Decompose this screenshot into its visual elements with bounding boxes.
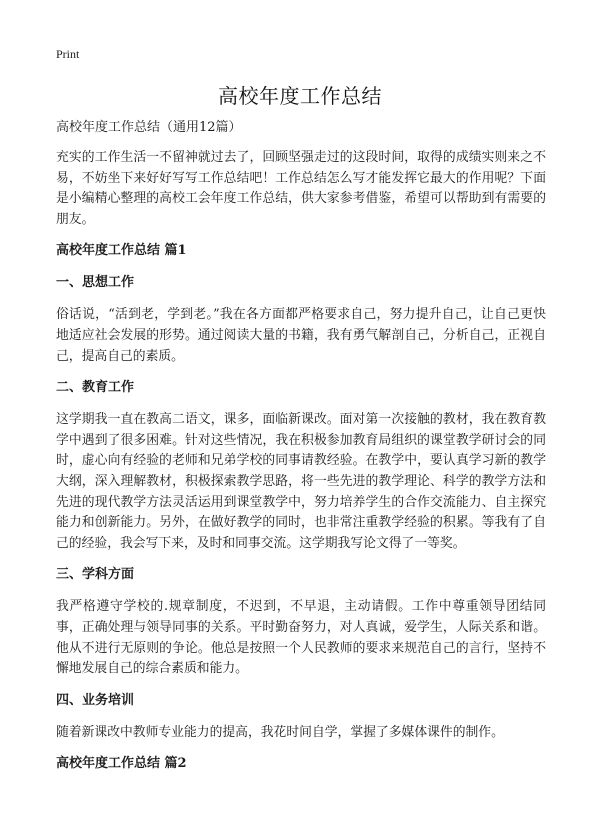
section-heading-discipline: 三、学科方面	[56, 567, 135, 583]
section-heading-education: 二、教育工作	[56, 380, 135, 396]
print-link[interactable]: Print	[56, 47, 80, 61]
section-text-discipline: 我严格遵守学校的.规章制度，不迟到，不早退，主动请假。工作中尊重领导团结同事，正确处理与领导同事的关系。平时勤奋努力，对人真诚，爱学生，人际关系和谐。他从不进行无原则的争论。他总是按照一个人民教师的要求来规范自己的言行，坚持不懈地发展自己的综合素质和能力。	[56, 599, 546, 677]
part1-heading: 高校年度工作总结 篇1	[56, 243, 187, 259]
page-title: 高校年度工作总结	[218, 84, 382, 108]
document-subtitle: 高校年度工作总结（通用12篇）	[56, 120, 242, 135]
section-heading-training: 四、业务培训	[56, 692, 135, 708]
part2-heading: 高校年度工作总结 篇2	[56, 756, 187, 772]
section-text-training: 随着新课改中教师专业能力的提高，我花时间自学，掌握了多媒体课件的制作。	[56, 724, 504, 740]
section-text-thought: 俗话说，“活到老，学到老。”我在各方面都严格要求自己，努力提升自己，让自己更快地适应社会发展的形势。通过阅读大量的书籍，我有勇气解剖自己，分析自己，正视自己，提高自己的素质。	[56, 307, 546, 364]
section-heading-thought: 一、思想工作	[56, 275, 135, 291]
intro-paragraph: 充实的工作生活一不留神就过去了，回顾坚强走过的这段时间，取得的成绩实则来之不易，不妨坐下来好好写写工作总结吧！工作总结怎么写才能发挥它最大的作用呢？下面是小编精心整理的高校工会年度工作总结，供大家参考借鉴，希望可以帮助到有需要的朋友。	[56, 150, 546, 227]
document-body	[56, 119, 546, 787]
section-text-education: 这学期我一直在教高二语文，课多，面临新课改。面对第一次接触的教材，我在教育教学中遇到了很多困难。针对这些情况，我在积极参加教育局组织的课堂教学研讨会的同时，虚心向有经验的老师和兄弟学校的同事请教经验。在教学中，要认真学习新的教学大纲，深入理解教材，积极探索教学思路，将一些先进的教学理论、科学的教学方法和先进的现代教学方法灵活运用到课堂教学中，努力培养学生的合作交流能力、自主探究能力和创新能力。另外，在做好教学的同时，也非常注重教学经验的积累。等我有了自己的经验，我会写下来，及时和同事交流。这学期我写论文得了一等奖。	[56, 412, 546, 551]
